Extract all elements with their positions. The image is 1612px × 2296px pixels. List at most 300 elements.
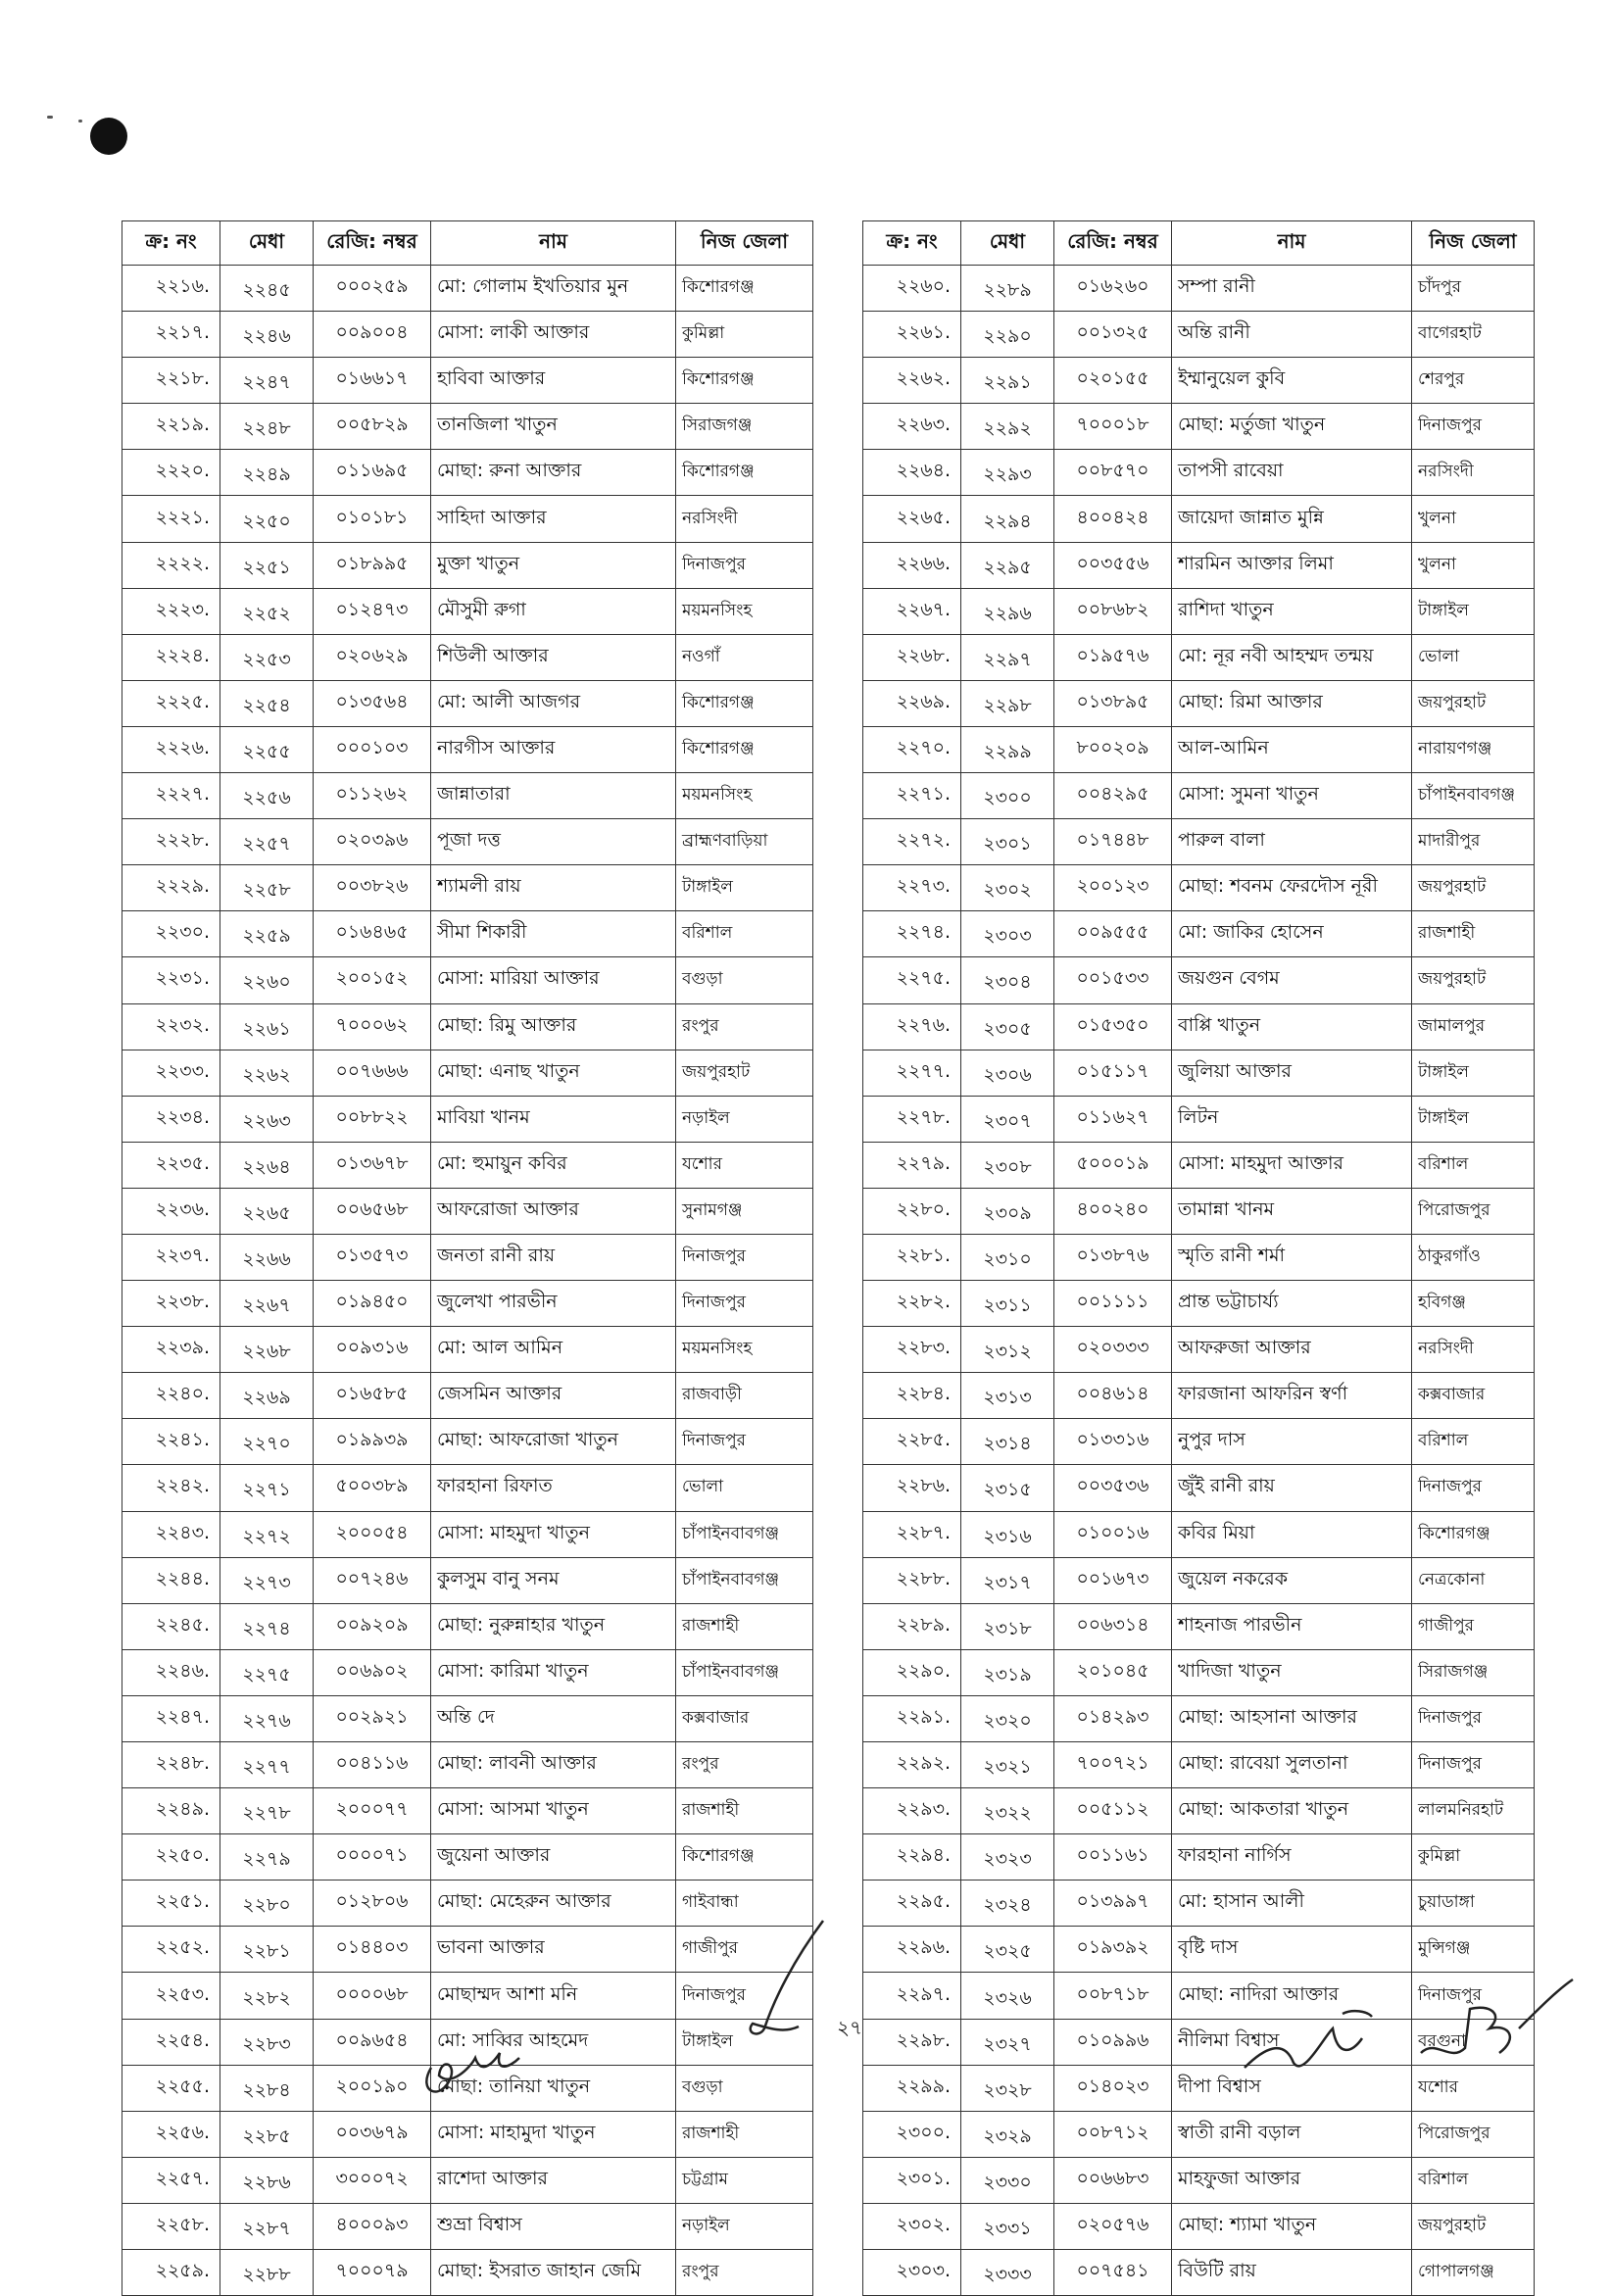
cell-name: মো: আলী আজগর bbox=[431, 680, 676, 726]
cell-merit: ২২৮৮ bbox=[220, 2250, 314, 2296]
cell-merit: ২৩১৬ bbox=[961, 1511, 1054, 1557]
cell-name: মোছা: নাদিরা আক্তার bbox=[1172, 1973, 1412, 2019]
cell-merit: ২২৭০ bbox=[220, 1419, 314, 1465]
cell-name: মো: জাকির হোসেন bbox=[1172, 911, 1412, 957]
cell-reg-no: ০০৪৬১৪ bbox=[1054, 1373, 1172, 1419]
cell-reg-no: ২০০১৯০ bbox=[314, 2065, 431, 2111]
cell-merit: ২৩১৫ bbox=[961, 1465, 1054, 1511]
cell-name: পূজা দত্ত bbox=[431, 819, 676, 865]
cell-reg-no: ২০০১৫২ bbox=[314, 957, 431, 1003]
cell-name: জনতা রানী রায় bbox=[431, 1234, 676, 1280]
header-merit: মেধা bbox=[961, 221, 1054, 266]
cell-reg-no: ০০৭২৪৬ bbox=[314, 1557, 431, 1603]
table-row bbox=[122, 819, 813, 865]
cell-merit: ২৩২৬ bbox=[961, 1973, 1054, 2019]
table-row bbox=[863, 957, 1535, 1003]
cell-district: ব্রাহ্মণবাড়িয়া bbox=[676, 819, 813, 865]
table-row bbox=[863, 588, 1535, 634]
cell-district: দিনাজপুর bbox=[1412, 1973, 1535, 2019]
cell-merit: ২২৭৩ bbox=[220, 1557, 314, 1603]
cell-reg-no: ০১৯৪৫০ bbox=[314, 1281, 431, 1327]
cell-district: চাঁপাইনবাবগঞ্জ bbox=[1412, 773, 1535, 819]
table-row bbox=[122, 1511, 813, 1557]
cell-district: টাঙ্গাইল bbox=[676, 2019, 813, 2065]
cell-merit: ২৩১৪ bbox=[961, 1419, 1054, 1465]
signature-left bbox=[412, 2019, 539, 2107]
cell-name: অন্তি দে bbox=[431, 1695, 676, 1741]
cell-merit: ২২৪৬ bbox=[220, 312, 314, 358]
cell-district: বরিশাল bbox=[1412, 1419, 1535, 1465]
cell-serial: ২২৫৭. bbox=[122, 2157, 220, 2203]
cell-reg-no: ৭০০০৬২ bbox=[314, 1003, 431, 1050]
cell-name: কুলসুম বানু সনম bbox=[431, 1557, 676, 1603]
cell-name: জুলেখা পারভীন bbox=[431, 1281, 676, 1327]
cell-name: মোছা: মর্তুজা খাতুন bbox=[1172, 404, 1412, 450]
cell-merit: ২২৪৭ bbox=[220, 358, 314, 404]
cell-merit: ২৩০৩ bbox=[961, 911, 1054, 957]
cell-name: আফরোজা আক্তার bbox=[431, 1188, 676, 1234]
cell-merit: ২২৮৭ bbox=[220, 2203, 314, 2249]
cell-name: মো: গোলাম ইখতিয়ার মুন bbox=[431, 266, 676, 312]
table-row bbox=[863, 450, 1535, 496]
cell-serial: ২২৯৪. bbox=[863, 1834, 961, 1881]
cell-district: রংপুর bbox=[676, 1742, 813, 1788]
cell-serial: ২২৩৫. bbox=[122, 1142, 220, 1188]
cell-merit: ২৩০০ bbox=[961, 773, 1054, 819]
table-row bbox=[863, 1834, 1535, 1881]
table-row bbox=[122, 865, 813, 911]
cell-district: টাঙ্গাইল bbox=[1412, 1050, 1535, 1096]
table-row bbox=[122, 726, 813, 772]
cell-district: রাজশাহী bbox=[1412, 911, 1535, 957]
cell-name: হাবিবা আক্তার bbox=[431, 358, 676, 404]
cell-name: সীমা শিকারী bbox=[431, 911, 676, 957]
cell-merit: ২২৭৪ bbox=[220, 1603, 314, 1649]
table-row bbox=[863, 819, 1535, 865]
cell-merit: ২২৮৩ bbox=[220, 2019, 314, 2065]
cell-reg-no: ০১২৮০৬ bbox=[314, 1881, 431, 1927]
cell-reg-no: ০০১৫৩৩ bbox=[1054, 957, 1172, 1003]
cell-serial: ২২২৮. bbox=[122, 819, 220, 865]
cell-district: ভোলা bbox=[676, 1465, 813, 1511]
table-row bbox=[863, 404, 1535, 450]
cell-reg-no: ০২০৬২৯ bbox=[314, 634, 431, 680]
cell-serial: ২২৩১. bbox=[122, 957, 220, 1003]
cell-merit: ২২৯০ bbox=[961, 312, 1054, 358]
cell-serial: ২২৬১. bbox=[863, 312, 961, 358]
cell-reg-no: ০১০০১৬ bbox=[1054, 1511, 1172, 1557]
cell-district: বরিশাল bbox=[676, 911, 813, 957]
cell-name: মো: হুমায়ুন কবির bbox=[431, 1142, 676, 1188]
cell-reg-no: ০০৫৮২৯ bbox=[314, 404, 431, 450]
cell-serial: ২২৯৩. bbox=[863, 1788, 961, 1834]
cell-name: জয়গুন বেগম bbox=[1172, 957, 1412, 1003]
cell-reg-no: ০০৮৭১৮ bbox=[1054, 1973, 1172, 2019]
cell-serial: ২২৬৯. bbox=[863, 680, 961, 726]
cell-district: রংপুর bbox=[676, 1003, 813, 1050]
cell-merit: ২২৭২ bbox=[220, 1511, 314, 1557]
cell-district: খুলনা bbox=[1412, 542, 1535, 588]
table-row bbox=[863, 1419, 1535, 1465]
cell-reg-no: ০০৪২৯৫ bbox=[1054, 773, 1172, 819]
cell-reg-no: ০০১১৬১ bbox=[1054, 1834, 1172, 1881]
cell-reg-no: ০০১৬৭৩ bbox=[1054, 1557, 1172, 1603]
cell-reg-no: ৫০০০১৯ bbox=[1054, 1142, 1172, 1188]
table-row bbox=[122, 1234, 813, 1280]
cell-reg-no: ০১৫৩৫০ bbox=[1054, 1003, 1172, 1050]
cell-serial: ২২২২. bbox=[122, 542, 220, 588]
table-row bbox=[122, 1927, 813, 1973]
table-row bbox=[863, 1557, 1535, 1603]
table-row bbox=[122, 1188, 813, 1234]
cell-name: মো: সাব্বির আহমেদ bbox=[431, 2019, 676, 2065]
table-row bbox=[122, 2203, 813, 2249]
cell-reg-no: ০১৩৬৭৮ bbox=[314, 1142, 431, 1188]
cell-serial: ২২৪৫. bbox=[122, 1603, 220, 1649]
cell-merit: ২২৯২ bbox=[961, 404, 1054, 450]
cell-reg-no: ০০৮৬৮২ bbox=[1054, 588, 1172, 634]
scan-speck bbox=[78, 120, 82, 122]
cell-district: নরসিংদী bbox=[1412, 450, 1535, 496]
cell-name: মোছাম্মদ আশা মনি bbox=[431, 1973, 676, 2019]
table-row bbox=[863, 1603, 1535, 1649]
cell-serial: ২২২৬. bbox=[122, 726, 220, 772]
cell-serial: ২৩০১. bbox=[863, 2157, 961, 2203]
cell-name: পারুল বালা bbox=[1172, 819, 1412, 865]
cell-reg-no: ০১৬২৬০ bbox=[1054, 266, 1172, 312]
cell-name: শাহনাজ পারভীন bbox=[1172, 1603, 1412, 1649]
cell-reg-no: ০০৬৩১৪ bbox=[1054, 1603, 1172, 1649]
cell-merit: ২৩২৮ bbox=[961, 2065, 1054, 2111]
cell-name: মোছা: রাবেয়া সুলতানা bbox=[1172, 1742, 1412, 1788]
cell-reg-no: ০১৪২৯৩ bbox=[1054, 1695, 1172, 1741]
cell-merit: ২৩১৭ bbox=[961, 1557, 1054, 1603]
cell-name: মোছা: নুরুন্নাহার খাতুন bbox=[431, 1603, 676, 1649]
cell-district: টাঙ্গাইল bbox=[1412, 1096, 1535, 1142]
cell-merit: ২২৫৭ bbox=[220, 819, 314, 865]
cell-merit: ২২৪৮ bbox=[220, 404, 314, 450]
cell-reg-no: ০২০৫৭৬ bbox=[1054, 2203, 1172, 2249]
cell-serial: ২২৯৬. bbox=[863, 1927, 961, 1973]
table-row bbox=[863, 1511, 1535, 1557]
cell-district: দিনাজপুর bbox=[676, 542, 813, 588]
cell-district: দিনাজপুর bbox=[676, 1234, 813, 1280]
cell-serial: ২২৬৮. bbox=[863, 634, 961, 680]
cell-reg-no: ০০৩৫৫৬ bbox=[1054, 542, 1172, 588]
cell-name: জুয়েনা আক্তার bbox=[431, 1834, 676, 1881]
cell-merit: ২২৯৫ bbox=[961, 542, 1054, 588]
signature-right bbox=[1225, 1970, 1578, 2107]
cell-district: ময়মনসিংহ bbox=[676, 588, 813, 634]
cell-serial: ২২৭২. bbox=[863, 819, 961, 865]
cell-serial: ২২৮১. bbox=[863, 1234, 961, 1280]
cell-district: কক্সবাজার bbox=[676, 1695, 813, 1741]
cell-name: জায়েদা জান্নাত মুন্নি bbox=[1172, 496, 1412, 542]
cell-district: কিশোরগঞ্জ bbox=[676, 726, 813, 772]
cell-name: শিউলী আক্তার bbox=[431, 634, 676, 680]
cell-serial: ২২৪০. bbox=[122, 1373, 220, 1419]
cell-reg-no: ৫০০৩৮৯ bbox=[314, 1465, 431, 1511]
cell-serial: ২২৮৮. bbox=[863, 1557, 961, 1603]
cell-district: যশোর bbox=[676, 1142, 813, 1188]
cell-reg-no: ২০০০৭৭ bbox=[314, 1788, 431, 1834]
cell-name: মোছা: আকতারা খাতুন bbox=[1172, 1788, 1412, 1834]
cell-name: মোছা: এনাছ খাতুন bbox=[431, 1050, 676, 1096]
cell-reg-no: ৪০০৪২৪ bbox=[1054, 496, 1172, 542]
table-row bbox=[863, 358, 1535, 404]
cell-merit: ২২৭১ bbox=[220, 1465, 314, 1511]
cell-reg-no: ০২০৩৯৬ bbox=[314, 819, 431, 865]
cell-merit: ২২৫৬ bbox=[220, 773, 314, 819]
cell-name: মোছা: রিমু আক্তার bbox=[431, 1003, 676, 1050]
cell-merit: ২৩২৪ bbox=[961, 1881, 1054, 1927]
cell-name: জেসমিন আক্তার bbox=[431, 1373, 676, 1419]
cell-reg-no: ০০৭৬৬৬ bbox=[314, 1050, 431, 1096]
table-row bbox=[122, 1973, 813, 2019]
cell-district: কিশোরগঞ্জ bbox=[676, 450, 813, 496]
cell-serial: ২২৫৮. bbox=[122, 2203, 220, 2249]
cell-district: চুয়াডাঙ্গা bbox=[1412, 1881, 1535, 1927]
cell-name: সাহিদা আক্তার bbox=[431, 496, 676, 542]
cell-name: বাপ্পি খাতুন bbox=[1172, 1003, 1412, 1050]
cell-name: বিউটি রায় bbox=[1172, 2250, 1412, 2296]
table-row bbox=[863, 496, 1535, 542]
cell-name: রাশেদা আক্তার bbox=[431, 2157, 676, 2203]
cell-merit: ২৩২২ bbox=[961, 1788, 1054, 1834]
cell-merit: ২২৮৬ bbox=[220, 2157, 314, 2203]
cell-reg-no: ৪০০২৪০ bbox=[1054, 1188, 1172, 1234]
cell-serial: ২২১৮. bbox=[122, 358, 220, 404]
table-row bbox=[863, 2157, 1535, 2203]
cell-district: কিশোরগঞ্জ bbox=[676, 358, 813, 404]
cell-reg-no: ০১৯৩৯২ bbox=[1054, 1927, 1172, 1973]
cell-serial: ২২৯০. bbox=[863, 1649, 961, 1695]
cell-merit: ২২৬২ bbox=[220, 1050, 314, 1096]
table-row bbox=[863, 1881, 1535, 1927]
table-row bbox=[122, 911, 813, 957]
cell-district: জয়পুরহাট bbox=[1412, 680, 1535, 726]
cell-district: গাইবান্ধা bbox=[676, 1881, 813, 1927]
table-row bbox=[122, 1281, 813, 1327]
cell-reg-no: ০১৬৬১৭ bbox=[314, 358, 431, 404]
scan-speck bbox=[47, 116, 53, 119]
cell-serial: ২২৬৭. bbox=[863, 588, 961, 634]
cell-merit: ২২৮৫ bbox=[220, 2111, 314, 2157]
cell-reg-no: ০০৫১১২ bbox=[1054, 1788, 1172, 1834]
cell-merit: ২৩২৩ bbox=[961, 1834, 1054, 1881]
table-row bbox=[122, 1881, 813, 1927]
table-row bbox=[122, 1373, 813, 1419]
table-row bbox=[863, 1327, 1535, 1373]
cell-reg-no: ৩০০০৭২ bbox=[314, 2157, 431, 2203]
cell-reg-no: ০০৩৮২৬ bbox=[314, 865, 431, 911]
cell-merit: ২২৫৫ bbox=[220, 726, 314, 772]
cell-district: বরিশাল bbox=[1412, 2157, 1535, 2203]
cell-reg-no: ০১০১৮১ bbox=[314, 496, 431, 542]
cell-merit: ২২৫২ bbox=[220, 588, 314, 634]
table-row bbox=[122, 1557, 813, 1603]
cell-name: শ্যামলী রায় bbox=[431, 865, 676, 911]
cell-district: রাজশাহী bbox=[676, 1603, 813, 1649]
cell-merit: ২২৭৫ bbox=[220, 1649, 314, 1695]
cell-serial: ২২৭১. bbox=[863, 773, 961, 819]
cell-district: রাজশাহী bbox=[676, 2111, 813, 2157]
cell-name: সম্পা রানী bbox=[1172, 266, 1412, 312]
cell-merit: ২৩০৭ bbox=[961, 1096, 1054, 1142]
table-row bbox=[863, 865, 1535, 911]
cell-district: ময়মনসিংহ bbox=[676, 773, 813, 819]
cell-name: মোছা: আহসানা আক্তার bbox=[1172, 1695, 1412, 1741]
cell-serial: ২২৮০. bbox=[863, 1188, 961, 1234]
cell-name: ফারহানা রিফাত bbox=[431, 1465, 676, 1511]
cell-serial: ২২৬২. bbox=[863, 358, 961, 404]
cell-serial: ২২৩২. bbox=[122, 1003, 220, 1050]
cell-reg-no: ২০০০৫৪ bbox=[314, 1511, 431, 1557]
table-row bbox=[122, 1603, 813, 1649]
cell-name: মো: আল আমিন bbox=[431, 1327, 676, 1373]
cell-reg-no: ০০৯৩১৬ bbox=[314, 1327, 431, 1373]
cell-reg-no: ০১৬৫৮৫ bbox=[314, 1373, 431, 1419]
cell-serial: ২২৬৩. bbox=[863, 404, 961, 450]
cell-district: যশোর bbox=[1412, 2065, 1535, 2111]
cell-district: টাঙ্গাইল bbox=[1412, 588, 1535, 634]
cell-name: মাবিয়া খানম bbox=[431, 1096, 676, 1142]
table-row bbox=[122, 2157, 813, 2203]
cell-serial: ২২৭৬. bbox=[863, 1003, 961, 1050]
cell-reg-no: ৮০০২০৯ bbox=[1054, 726, 1172, 772]
cell-name: মৌসুমী রুগা bbox=[431, 588, 676, 634]
cell-merit: ২৩২৫ bbox=[961, 1927, 1054, 1973]
cell-merit: ২৩২১ bbox=[961, 1742, 1054, 1788]
table-row bbox=[863, 1234, 1535, 1280]
cell-name: লিটন bbox=[1172, 1096, 1412, 1142]
header-serial: ক্র: নং bbox=[863, 221, 961, 266]
cell-district: বাগেরহাট bbox=[1412, 312, 1535, 358]
table-row bbox=[122, 266, 813, 312]
table-row bbox=[863, 1096, 1535, 1142]
cell-serial: ২২৫০. bbox=[122, 1834, 220, 1881]
cell-serial: ২২২৫. bbox=[122, 680, 220, 726]
cell-serial: ২৩০০. bbox=[863, 2111, 961, 2157]
cell-serial: ২২৫২. bbox=[122, 1927, 220, 1973]
table-row bbox=[863, 726, 1535, 772]
cell-reg-no: ০০৩৫৩৬ bbox=[1054, 1465, 1172, 1511]
table-row bbox=[863, 773, 1535, 819]
cell-reg-no: ০১৩৫৭৩ bbox=[314, 1234, 431, 1280]
cell-district: জয়পুরহাট bbox=[1412, 2203, 1535, 2249]
cell-name: খাদিজা খাতুন bbox=[1172, 1649, 1412, 1695]
table-row bbox=[863, 1742, 1535, 1788]
table-row bbox=[863, 1465, 1535, 1511]
cell-reg-no: ০০৬৫৬৮ bbox=[314, 1188, 431, 1234]
cell-serial: ২২১৯. bbox=[122, 404, 220, 450]
table-body-left bbox=[122, 266, 813, 2296]
cell-merit: ২২৬৪ bbox=[220, 1142, 314, 1188]
cell-district: সুনামগঞ্জ bbox=[676, 1188, 813, 1234]
cell-name: মোসা: সুমনা খাতুন bbox=[1172, 773, 1412, 819]
cell-merit: ২৩০৪ bbox=[961, 957, 1054, 1003]
cell-serial: ২২৯১. bbox=[863, 1695, 961, 1741]
header-reg-no: রেজি: নম্বর bbox=[1054, 221, 1172, 266]
cell-district: বগুড়া bbox=[676, 2065, 813, 2111]
table-row bbox=[122, 680, 813, 726]
cell-name: মোছা: রুনা আক্তার bbox=[431, 450, 676, 496]
cell-serial: ২২৯২. bbox=[863, 1742, 961, 1788]
cell-district: গাজীপুর bbox=[676, 1927, 813, 1973]
cell-serial: ২২৩৪. bbox=[122, 1096, 220, 1142]
cell-reg-no: ২০০১২৩ bbox=[1054, 865, 1172, 911]
cell-serial: ২২৫৯. bbox=[122, 2250, 220, 2296]
cell-serial: ২২৯৫. bbox=[863, 1881, 961, 1927]
cell-merit: ২৩০২ bbox=[961, 865, 1054, 911]
cell-name: জুলিয়া আক্তার bbox=[1172, 1050, 1412, 1096]
cell-district: গাজীপুর bbox=[1412, 1603, 1535, 1649]
cell-merit: ২৩১৯ bbox=[961, 1649, 1054, 1695]
cell-serial: ২২৬৪. bbox=[863, 450, 961, 496]
cell-serial: ২২৩৭. bbox=[122, 1234, 220, 1280]
header-reg-no: রেজি: নম্বর bbox=[314, 221, 431, 266]
cell-name: মোছা: ইসরাত জাহান জেমি bbox=[431, 2250, 676, 2296]
table-row bbox=[863, 1649, 1535, 1695]
cell-district: নেত্রকোনা bbox=[1412, 1557, 1535, 1603]
cell-name: অন্তি রানী bbox=[1172, 312, 1412, 358]
table-row bbox=[863, 680, 1535, 726]
cell-district: চাঁপাইনবাবগঞ্জ bbox=[676, 1511, 813, 1557]
cell-merit: ২৩৩০ bbox=[961, 2157, 1054, 2203]
cell-district: জয়পুরহাট bbox=[676, 1050, 813, 1096]
cell-merit: ২৩৩৩ bbox=[961, 2250, 1054, 2296]
cell-district: নওগাঁ bbox=[676, 634, 813, 680]
cell-reg-no: ০১৩৫৬৪ bbox=[314, 680, 431, 726]
cell-reg-no: ০১৪৪০৩ bbox=[314, 1927, 431, 1973]
cell-reg-no: ৭০০০১৮ bbox=[1054, 404, 1172, 450]
cell-reg-no: ০০৪১১৬ bbox=[314, 1742, 431, 1788]
cell-reg-no: ২০১০৪৫ bbox=[1054, 1649, 1172, 1695]
cell-serial: ২৩০৩. bbox=[863, 2250, 961, 2296]
cell-serial: ২২৭৭. bbox=[863, 1050, 961, 1096]
cell-serial: ২২৩৮. bbox=[122, 1281, 220, 1327]
table-row bbox=[122, 957, 813, 1003]
cell-district: জয়পুরহাট bbox=[1412, 865, 1535, 911]
cell-name: তানজিলা খাতুন bbox=[431, 404, 676, 450]
cell-reg-no: ০০৮৭১২ bbox=[1054, 2111, 1172, 2157]
cell-serial: ২২৪৮. bbox=[122, 1742, 220, 1788]
cell-serial: ২২৭৮. bbox=[863, 1096, 961, 1142]
cell-merit: ২৩০১ bbox=[961, 819, 1054, 865]
cell-name: আফরুজা আক্তার bbox=[1172, 1327, 1412, 1373]
cell-merit: ২৩২৭ bbox=[961, 2019, 1054, 2065]
cell-reg-no: ০০৯২০৯ bbox=[314, 1603, 431, 1649]
cell-district: কিশোরগঞ্জ bbox=[676, 680, 813, 726]
cell-serial: ২২২০. bbox=[122, 450, 220, 496]
table-row bbox=[122, 1465, 813, 1511]
cell-serial: ২২৫১. bbox=[122, 1881, 220, 1927]
cell-district: জয়পুরহাট bbox=[1412, 957, 1535, 1003]
table-row bbox=[122, 1788, 813, 1834]
cell-merit: ২২৮০ bbox=[220, 1881, 314, 1927]
cell-merit: ২২৭৮ bbox=[220, 1788, 314, 1834]
table-row bbox=[122, 1834, 813, 1881]
cell-district: পিরোজপুর bbox=[1412, 1188, 1535, 1234]
cell-serial: ২২২৭. bbox=[122, 773, 220, 819]
cell-district: কুমিল্লা bbox=[1412, 1834, 1535, 1881]
cell-merit: ২২৬১ bbox=[220, 1003, 314, 1050]
cell-reg-no: ৪০০০৯৩ bbox=[314, 2203, 431, 2249]
table-row bbox=[122, 1695, 813, 1741]
table-row bbox=[863, 1188, 1535, 1234]
cell-district: টাঙ্গাইল bbox=[676, 865, 813, 911]
cell-district: সিরাজগঞ্জ bbox=[1412, 1649, 1535, 1695]
